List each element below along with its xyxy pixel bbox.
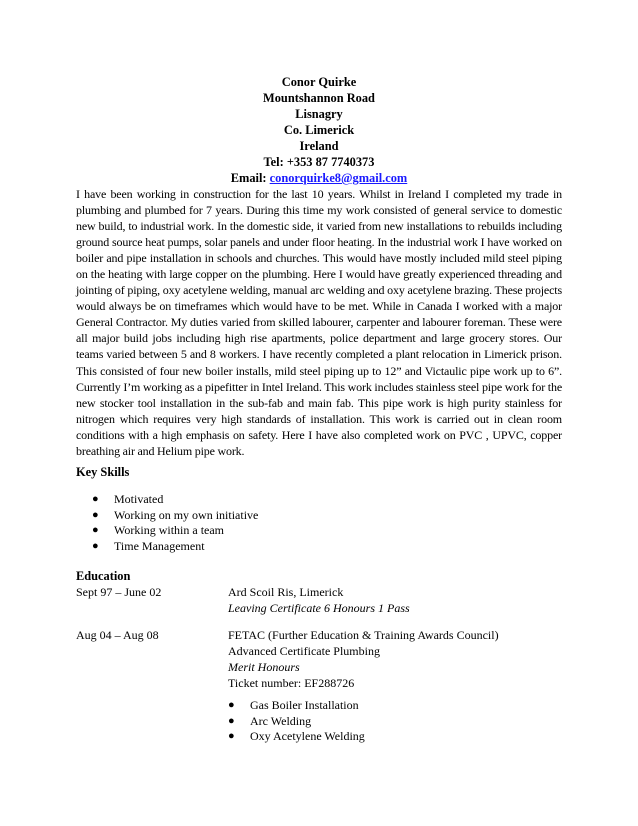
education-detail — [228, 584, 562, 616]
education-detail — [228, 627, 562, 691]
skill-text: Time Management — [114, 538, 205, 553]
candidate-name: Conor Quirke — [281, 75, 357, 89]
grade: Merit Honours — [228, 660, 300, 674]
list-item — [228, 729, 365, 745]
list-item — [92, 539, 258, 555]
qualification: Leaving Certificate 6 Honours 1 Pass — [228, 601, 410, 615]
address-line-4: Ireland — [299, 139, 339, 153]
email-link[interactable]: conorquirke8@gmail.com — [269, 171, 408, 185]
module-text: Arc Welding — [250, 713, 312, 728]
institution: FETAC (Further Education & Training Awards Council) — [228, 628, 499, 642]
bullet-dot-icon: ● — [92, 493, 99, 505]
institution: Ard Scoil Ris, Limerick — [228, 585, 344, 599]
module-text: Gas Boiler Installation — [250, 698, 359, 712]
modules-list — [228, 698, 365, 745]
bullet-dot-icon: ● — [92, 524, 99, 536]
list-item — [92, 492, 258, 508]
list-item — [92, 508, 258, 524]
list-item — [228, 714, 365, 730]
bullet-dot-icon: ● — [92, 539, 99, 552]
email-label: Email: — [230, 171, 267, 185]
education-date: Sept 97 – June 02 — [76, 585, 162, 599]
list-item — [92, 523, 258, 539]
skill-text: Working on my own initiative — [114, 507, 259, 522]
module-text: Oxy Acetylene Welding — [250, 729, 365, 743]
bullet-dot-icon: ● — [228, 730, 235, 742]
email-line — [0, 170, 638, 186]
skill-text: Working within a team — [114, 523, 225, 537]
address-line-3: Co. Limerick — [283, 123, 355, 137]
list-item — [228, 698, 365, 714]
telephone: Tel: +353 87 7740373 — [263, 155, 375, 169]
profile-summary: I have been working in construction for the last 10 years. Whilst in Ireland I completed my trade in plumbing and plumbed for 7 years. During this time my work consisted of general service to domestic new build, to industrial work. In the domestic side, it varied from new installations to rebuilds including ground source heat pumps, solar panels and under floor heating. In the industrial work I have worked on boiler and pipe installation in schools and churches. This would have mostly included mild steel piping on the heating with large copper on the plumbing. Here I would have greatly experienced threading and jointing of piping, oxy acetylene welding, manual arc welding and oxy acetylene brazing. These projects would always be on timeframes which would have to be met. While in Canada I worked with a major General Contractor. My duties varied from skilled labourer, carpenter and labourer foreman. These were all major build jobs including high rise apartments, police department and large grocery stores. Our teams varied between 5 and 8 workers. I have recently completed a plant relocation in Limerick prison. This consisted of four new boiler installs, mild steel piping up to 12” and Victaulic pipe work up to 6”. Currently I’m working as a pipefitter in Intel Ireland. This work includes stainless steel pipe work for the new stocker tool installation in the sub-fab and main fab. This pipe work is high purity stainless for nitrogen which requires very high standards of installation. This work is carried out in clean room conditions with a high emphasis on safety. Here I have also completed work on PVC , UPVC, copper breathing air and Helium pipe work. — [76, 187, 562, 458]
bullet-dot-icon: ● — [228, 714, 235, 727]
education-heading: Education — [76, 569, 131, 583]
ticket-number: Ticket number: EF288726 — [228, 676, 355, 690]
key-skills-list — [92, 492, 258, 554]
key-skills-heading: Key Skills — [76, 465, 130, 479]
contact-header — [0, 74, 638, 186]
education-date: Aug 04 – Aug 08 — [76, 628, 159, 642]
bullet-dot-icon: ● — [228, 699, 235, 711]
skill-text: Motivated — [114, 492, 164, 506]
qualification: Advanced Certificate Plumbing — [228, 644, 380, 658]
bullet-dot-icon: ● — [92, 508, 99, 521]
address-line-1: Mountshannon Road — [263, 91, 375, 105]
address-line-2: Lisnagry — [295, 107, 343, 121]
